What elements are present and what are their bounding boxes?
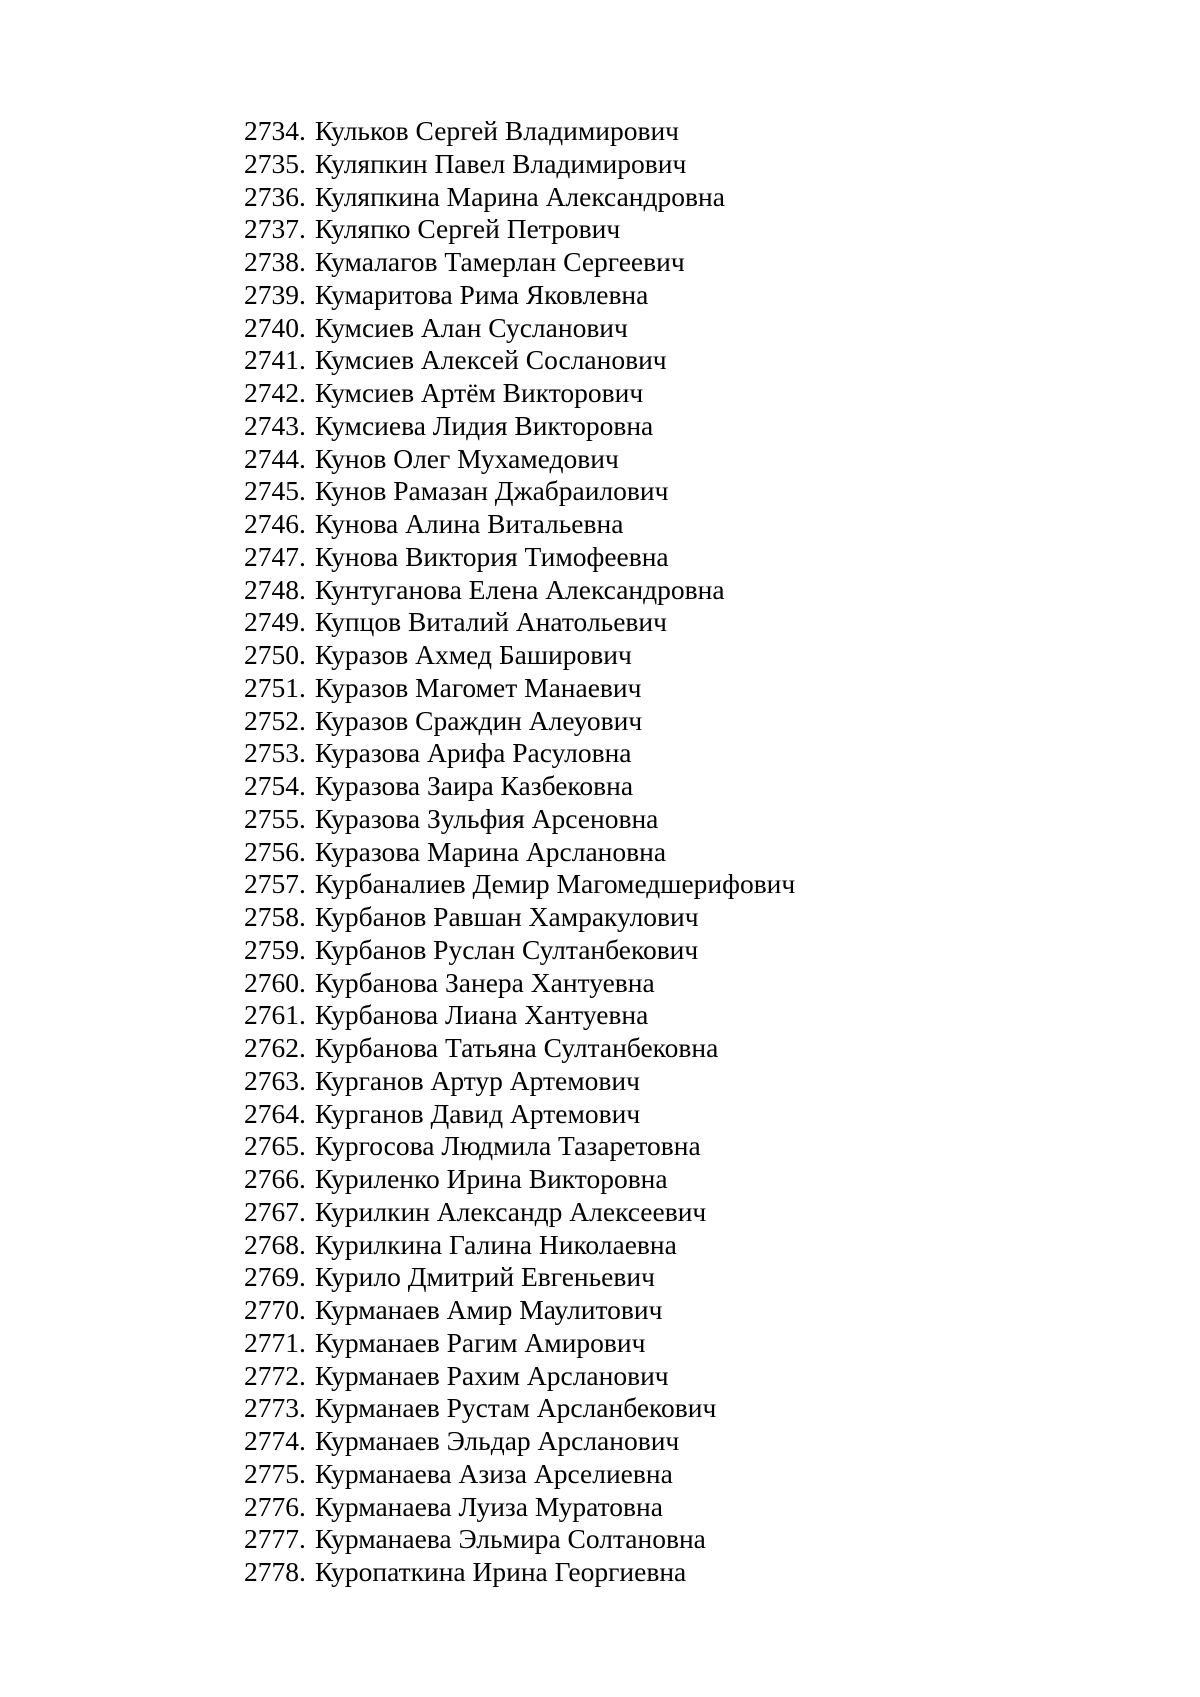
entry-name: Курбаналиев Демир Магомедшерифович: [314, 868, 796, 900]
entry-name: Кульков Сергей Владимирович: [314, 115, 680, 146]
entry-name: Курманаев Эльдар Арсланович: [314, 1425, 680, 1456]
entry-number: 2741.: [244, 344, 306, 376]
entry-name: Курбанов Равшан Хамракулович: [314, 901, 699, 932]
list-item: [244, 1458, 795, 1491]
entry-number: 2760.: [244, 966, 306, 998]
entry-number: 2761.: [244, 999, 306, 1031]
list-item: [244, 508, 795, 541]
entry-name: Кунов Олег Мухамедович: [314, 442, 619, 474]
entry-number: 2771.: [244, 1326, 306, 1358]
entry-name: Куразов Ахмед Баширович: [314, 639, 632, 670]
entry-number: 2744.: [244, 442, 306, 474]
list-item: [244, 836, 795, 869]
list-item: [244, 1065, 795, 1098]
entry-number: 2738.: [244, 246, 306, 277]
entry-number: 2747.: [244, 540, 306, 572]
entry-number: 2767.: [244, 1195, 306, 1227]
entry-name: Курманаева Азиза Арселиевна: [314, 1457, 673, 1489]
entry-name: Кумсиев Алексей Сосланович: [314, 344, 667, 376]
list-item: [244, 705, 795, 738]
entry-name: Куляпкин Павел Владимирович: [314, 147, 687, 179]
list-item: [244, 148, 795, 181]
list-item: [244, 1523, 795, 1556]
entry-number: 2750.: [244, 639, 306, 670]
list-item: [244, 1229, 795, 1262]
entry-number: 2734.: [244, 115, 306, 146]
entry-number: 2763.: [244, 1064, 306, 1096]
entry-name: Куразов Сраждин Алеуович: [314, 704, 643, 736]
entry-number: 2737.: [244, 213, 306, 245]
entry-number: 2755.: [244, 802, 306, 834]
list-item: [244, 770, 795, 803]
entry-number: 2743.: [244, 409, 306, 441]
entry-number: 2769.: [244, 1261, 306, 1293]
entry-name: Куропаткина Ирина Георгиевна: [314, 1556, 687, 1587]
entry-name: Курбанова Татьяна Султанбековна: [314, 1032, 719, 1063]
entry-name: Курманаева Луиза Муратовна: [314, 1490, 663, 1522]
entry-name: Куразов Магомет Манаевич: [314, 671, 642, 703]
entry-name: Курманаев Рахим Арсланович: [314, 1359, 669, 1391]
entry-name: Кургосова Людмила Тазаретовна: [314, 1130, 701, 1162]
entry-number: 2748.: [244, 573, 306, 605]
list-item: [244, 934, 795, 967]
entry-number: 2764.: [244, 1097, 306, 1129]
entry-name: Куразова Заира Казбековна: [314, 770, 634, 801]
list-item: [244, 312, 795, 345]
name-list: [244, 115, 795, 1589]
entry-number: 2766.: [244, 1163, 306, 1194]
list-item: [244, 672, 795, 705]
entry-number: 2759.: [244, 933, 306, 965]
entry-name: Кунтуганова Елена Александровна: [314, 573, 725, 605]
list-item: [244, 181, 795, 214]
list-item: [244, 1360, 795, 1393]
entry-name: Кумаритова Рима Яковлевна: [314, 278, 649, 310]
entry-number: 2772.: [244, 1359, 306, 1391]
list-item: [244, 606, 795, 639]
entry-number: 2753.: [244, 737, 306, 769]
entry-number: 2765.: [244, 1130, 306, 1162]
list-item: [244, 475, 795, 508]
list-item: [244, 737, 795, 770]
list-item: [244, 1163, 795, 1196]
entry-name: Куриленко Ирина Викторовна: [314, 1163, 668, 1194]
entry-name: Курганов Артур Артемович: [314, 1064, 640, 1096]
entry-name: Курбанова Занера Хантуевна: [314, 966, 655, 998]
entry-name: Курбанова Лиана Хантуевна: [314, 999, 649, 1031]
entry-name: Кунова Виктория Тимофеевна: [314, 540, 669, 572]
entry-name: Куразова Арифа Расуловна: [314, 737, 632, 769]
entry-number: 2754.: [244, 770, 306, 801]
list-item: [244, 1196, 795, 1229]
entry-name: Кумалагов Тамерлан Сергеевич: [314, 246, 685, 277]
list-item: [244, 1425, 795, 1458]
entry-name: Кумсиев Артём Викторович: [314, 377, 644, 408]
list-item: [244, 1130, 795, 1163]
entry-number: 2775.: [244, 1457, 306, 1489]
list-item: [244, 1261, 795, 1294]
entry-number: 2751.: [244, 671, 306, 703]
entry-name: Куляпко Сергей Петрович: [314, 213, 621, 245]
list-item: [244, 574, 795, 607]
entry-name: Куляпкина Марина Александровна: [314, 180, 725, 212]
entry-number: 2752.: [244, 704, 306, 736]
entry-number: 2746.: [244, 508, 306, 539]
entry-name: Курилкин Александр Алексеевич: [314, 1195, 707, 1227]
list-item: [244, 1556, 795, 1589]
entry-number: 2776.: [244, 1490, 306, 1522]
list-item: [244, 803, 795, 836]
entry-name: Кумсиева Лидия Викторовна: [314, 409, 654, 441]
list-item: [244, 1032, 795, 1065]
list-item: [244, 901, 795, 934]
entry-name: Курманаев Рагим Амирович: [314, 1326, 646, 1358]
entry-name: Кумсиев Алан Сусланович: [314, 311, 628, 343]
entry-number: 2740.: [244, 311, 306, 343]
entry-number: 2739.: [244, 278, 306, 310]
entry-name: Курманаев Рустам Арсланбекович: [314, 1392, 717, 1424]
entry-number: 2758.: [244, 901, 306, 932]
list-item: [244, 999, 795, 1032]
list-item: [244, 213, 795, 246]
entry-name: Курганов Давид Артемович: [314, 1097, 641, 1129]
entry-number: 2742.: [244, 377, 306, 408]
entry-number: 2768.: [244, 1228, 306, 1260]
entry-number: 2736.: [244, 180, 306, 212]
entry-number: 2773.: [244, 1392, 306, 1424]
entry-number: 2777.: [244, 1523, 306, 1555]
list-item: [244, 115, 795, 148]
list-item: [244, 1491, 795, 1524]
list-item: [244, 1327, 795, 1360]
entry-name: Курбанов Руслан Султанбекович: [314, 933, 699, 965]
entry-name: Курманаева Эльмира Солтановна: [314, 1523, 706, 1555]
list-item: [244, 1294, 795, 1327]
list-item: [244, 443, 795, 476]
entry-number: 2745.: [244, 475, 306, 507]
entry-number: 2778.: [244, 1556, 306, 1587]
entry-number: 2735.: [244, 147, 306, 179]
entry-name: Куразова Марина Арслановна: [314, 835, 667, 867]
list-item: [244, 639, 795, 672]
list-item: [244, 541, 795, 574]
entry-name: Куразова Зульфия Арсеновна: [314, 802, 659, 834]
entry-name: Кунов Рамазан Джабраилович: [314, 475, 669, 507]
entry-name: Купцов Виталий Анатольевич: [314, 606, 667, 638]
entry-name: Курилкина Галина Николаевна: [314, 1228, 677, 1260]
entry-number: 2770.: [244, 1294, 306, 1325]
entry-name: Курило Дмитрий Евгеньевич: [314, 1261, 655, 1293]
list-item: [244, 1392, 795, 1425]
list-item: [244, 377, 795, 410]
list-item: [244, 344, 795, 377]
list-item: [244, 410, 795, 443]
entry-number: 2757.: [244, 868, 306, 900]
entry-name: Курманаев Амир Маулитович: [314, 1294, 663, 1325]
entry-number: 2756.: [244, 835, 306, 867]
entry-number: 2749.: [244, 606, 306, 638]
entry-number: 2762.: [244, 1032, 306, 1063]
list-item: [244, 868, 795, 901]
entry-number: 2774.: [244, 1425, 306, 1456]
list-item: [244, 246, 795, 279]
list-item: [244, 967, 795, 1000]
list-item: [244, 1098, 795, 1131]
entry-name: Кунова Алина Витальевна: [314, 508, 624, 539]
list-item: [244, 279, 795, 312]
